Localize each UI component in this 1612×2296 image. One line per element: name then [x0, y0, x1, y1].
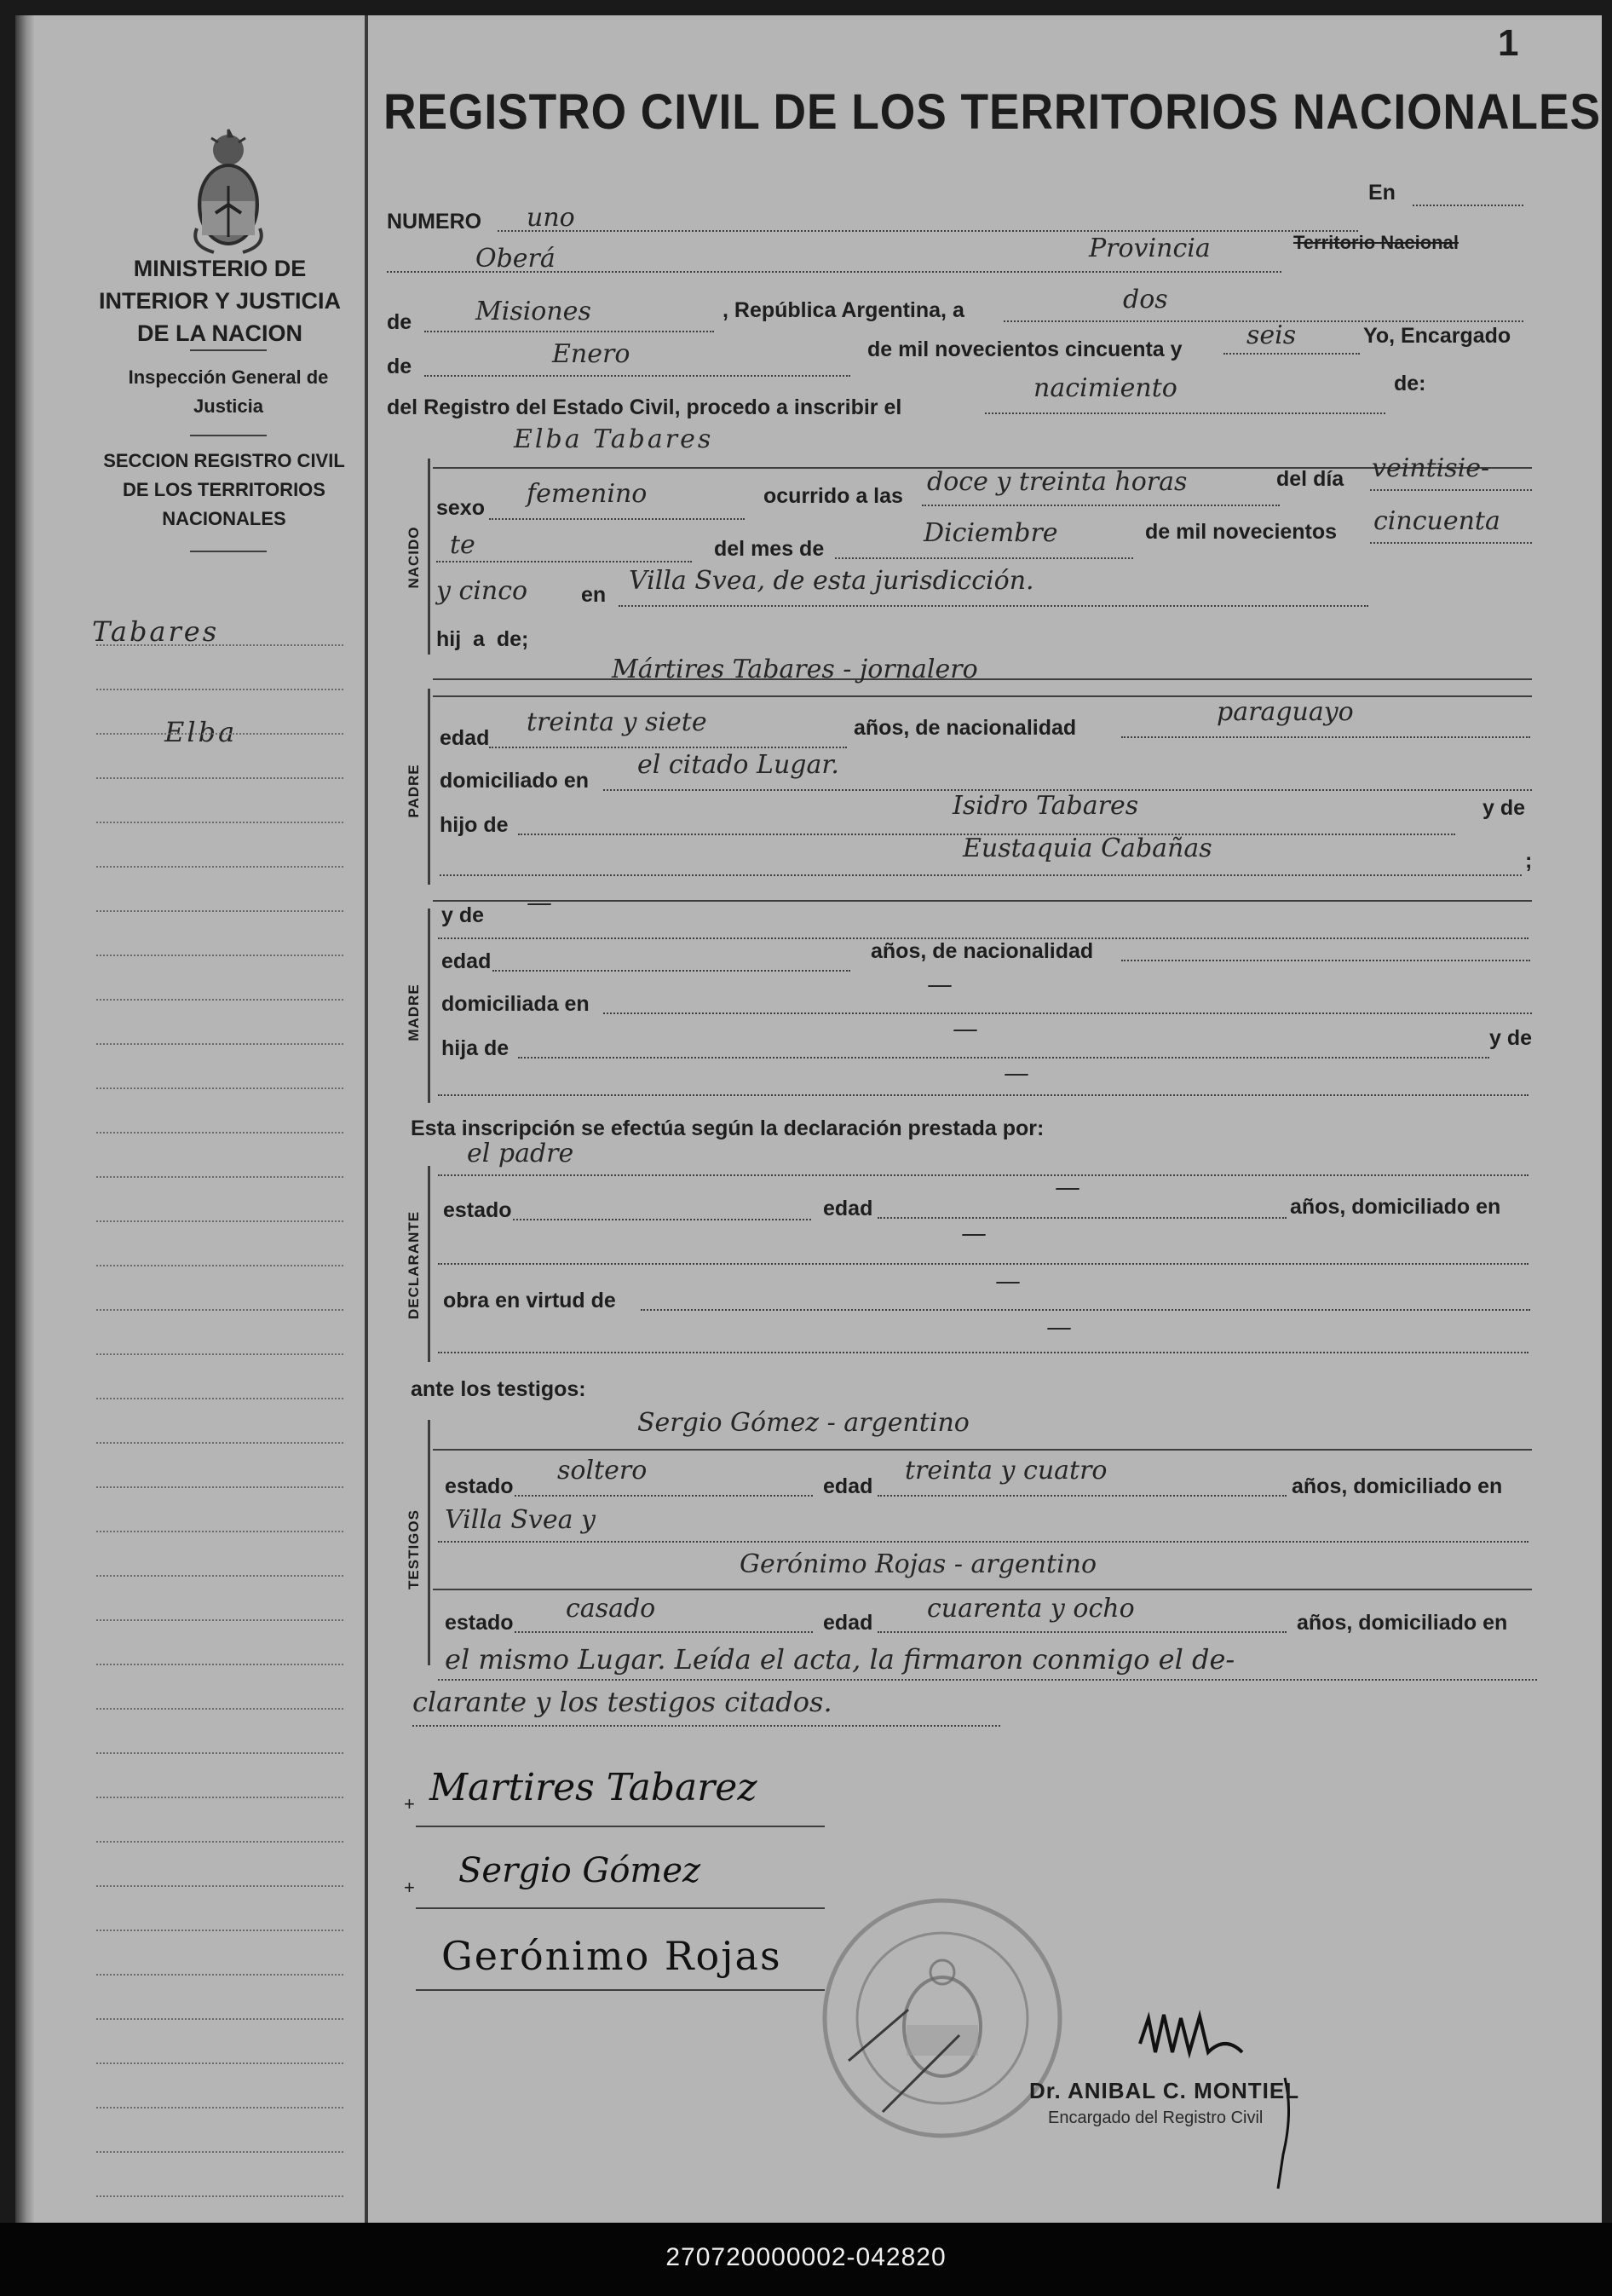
margin-ruled-line — [96, 910, 343, 912]
witness2-line — [433, 1589, 1532, 1590]
signature-witness1-line — [416, 1907, 825, 1909]
padre-bracket — [428, 689, 430, 885]
hija-label: hij a de; — [436, 627, 529, 651]
witness2-estado-label: estado — [445, 1611, 514, 1635]
day-value-1: veintisie- — [1372, 453, 1490, 483]
nacido-name: Elba Tabares — [514, 424, 714, 454]
padre-yde-label: y de — [1482, 796, 1526, 820]
padre-edad-line — [489, 747, 847, 748]
closing-line-2: clarante y los testigos citados. — [412, 1686, 832, 1718]
encargado-label: Yo, Encargado — [1363, 324, 1511, 348]
registro-label: del Registro del Estado Civil, procedo a inscribir el — [387, 395, 902, 419]
record-sheet — [15, 15, 1602, 2223]
madre-nacionalidad-label: años, de nacionalidad — [871, 939, 1094, 963]
witness1-domicilio-label: años, domiciliado en — [1292, 1474, 1503, 1498]
madre-section-label: MADRE — [406, 984, 422, 1041]
nacido-bracket — [428, 459, 430, 655]
year-label: de mil novecientos cincuenta y — [867, 337, 1183, 361]
en-born-label: en — [581, 583, 607, 607]
witness2-edad-label: edad — [823, 1611, 873, 1635]
sexo-label: sexo — [436, 496, 485, 520]
declarante-line-2 — [438, 1263, 1529, 1265]
margin-ruled-line — [96, 1797, 343, 1798]
inspection-label: Inspección General de Justicia — [128, 366, 329, 417]
month-line — [424, 375, 850, 377]
madre-yde-label: y de — [441, 903, 485, 927]
territorio-label: Territorio Nacional — [1293, 232, 1459, 253]
declarante-obra-dash: — — [995, 1266, 1021, 1296]
margin-ruled-line — [96, 733, 343, 735]
day2-line — [436, 561, 692, 562]
margin-ruled-line — [96, 2151, 343, 2153]
declarante-bracket — [428, 1166, 430, 1362]
place-born-line — [619, 605, 1368, 607]
official-name: Dr. ANIBAL C. MONTIEL — [1029, 2078, 1300, 2103]
padre-nacionalidad-value: paraguayo — [1217, 697, 1354, 727]
margin-ruled-line — [96, 1974, 343, 1976]
mil-label: de mil novecientos — [1145, 520, 1338, 544]
padre-mother-line — [440, 874, 1522, 876]
witness2-estado-value: casado — [566, 1594, 656, 1624]
provincia-value: Provincia — [1089, 234, 1211, 263]
witness1-domicilio-line — [438, 1541, 1529, 1543]
declarante-obra-label: obra en virtud de — [443, 1289, 616, 1312]
sexo-line — [489, 518, 745, 520]
margin-ruled-line — [96, 2062, 343, 2064]
margin-ruled-line — [96, 999, 343, 1001]
padre-edad-value: treinta y siete — [527, 707, 707, 737]
testigos-bracket — [428, 1420, 430, 1665]
padre-father-value: Isidro Tabares — [953, 791, 1139, 821]
padre-domicilio-label: domiciliado en — [440, 769, 590, 793]
madre-last-line — [438, 1094, 1529, 1096]
de-label-2: de — [387, 355, 412, 378]
margin-ruled-line — [96, 1220, 343, 1222]
mes-label: del mes de — [714, 537, 825, 561]
month-born-value: Diciembre — [924, 518, 1058, 548]
signature-witness2: Gerónimo Rojas — [441, 1933, 782, 1979]
padre-name-line — [433, 695, 1532, 697]
section-rule — [190, 551, 267, 552]
place-born-value: Villa Svea, de esta jurisdicción. — [629, 566, 1034, 596]
province-value: Misiones — [475, 297, 591, 326]
page-number: 1 — [1498, 22, 1519, 64]
witness2-edad-value: cuarenta y ocho — [927, 1594, 1135, 1624]
witness2-domicilio-label: años, domiciliado en — [1297, 1611, 1508, 1635]
numero-value: uno — [527, 203, 575, 233]
witness1-estado-label: estado — [445, 1474, 514, 1498]
padre-hijo-label: hijo de — [440, 813, 509, 837]
witness1-edad-value: treinta y cuatro — [905, 1456, 1108, 1485]
year-value: seis — [1246, 320, 1297, 350]
margin-ruled-line — [96, 1398, 343, 1399]
madre-edad-label: edad — [441, 949, 492, 973]
margin-ruled-line — [96, 1043, 343, 1045]
margin-ruled-line — [96, 1087, 343, 1089]
margin-ruled-line — [96, 1575, 343, 1577]
padre-section-label: PADRE — [406, 764, 422, 818]
declarante-value-line — [438, 1174, 1529, 1176]
declarante-value: el padre — [467, 1139, 574, 1168]
declarante-estado-label: estado — [443, 1198, 512, 1222]
sexo-value: femenino — [527, 479, 648, 509]
day-value-2: te — [450, 530, 475, 560]
margin-ruled-line — [96, 1841, 343, 1843]
madre-edad-line — [492, 970, 850, 972]
margin-ruled-line — [96, 1132, 343, 1134]
margin-ruled-line — [96, 1708, 343, 1710]
declarante-line-4 — [438, 1352, 1529, 1353]
padre-top-line — [433, 678, 1532, 680]
ocurrido-label: ocurrido a las — [763, 484, 903, 508]
place-line — [387, 271, 1281, 273]
province-line — [424, 331, 714, 332]
witness1-domicilio-value: Villa Svea y — [445, 1505, 596, 1535]
madre-hija-label: hija de — [441, 1036, 510, 1060]
margin-ruled-line — [96, 1619, 343, 1621]
margin-surname: Tabares — [92, 615, 220, 648]
month-value: Enero — [552, 339, 630, 369]
margin-ruled-line — [96, 644, 343, 646]
padre-mother-value: Eustaquia Cabañas — [963, 834, 1212, 863]
act-type-line — [985, 412, 1385, 414]
signature-father: Martires Tabarez — [429, 1766, 757, 1809]
margin-ruled-line — [96, 955, 343, 956]
act-type-value: nacimiento — [1033, 373, 1177, 403]
declarante-domicilio-label: años, domiciliado en — [1290, 1195, 1501, 1219]
numero-label: NUMERO — [387, 210, 482, 234]
witness1-edad-line — [878, 1495, 1287, 1497]
witness2-value: Gerónimo Rojas - argentino — [740, 1549, 1097, 1579]
sig2-cross: + — [404, 1877, 415, 1898]
nacido-section-label: NACIDO — [406, 526, 422, 589]
padre-nacionalidad-label: años, de nacionalidad — [854, 716, 1077, 740]
official-title: Encargado del Registro Civil — [1048, 2109, 1264, 2127]
padre-name: Mártires Tabares - jornalero — [612, 655, 978, 684]
margin-ruled-line — [96, 689, 343, 690]
de-colon-label: de: — [1394, 372, 1426, 395]
testigos-section-label: TESTIGOS — [406, 1509, 422, 1589]
year-born-value-1: cincuenta — [1373, 506, 1500, 536]
numero-line — [498, 230, 1358, 232]
madre-last-dash: — — [1004, 1059, 1029, 1088]
madre-yde-dash: — — [527, 888, 552, 918]
signature-witness2-line — [416, 1989, 825, 1991]
year-born-line — [1370, 542, 1532, 544]
margin-ruled-line — [96, 1664, 343, 1665]
margin-ruled-line — [96, 1442, 343, 1444]
madre-yde2-label: y de — [1489, 1026, 1533, 1050]
declarante-edad-line — [878, 1217, 1287, 1219]
margin-ruled-line — [96, 2107, 343, 2109]
madre-hija-dash: — — [953, 1014, 978, 1044]
padre-edad-label: edad — [440, 726, 490, 750]
witness1-edad-label: edad — [823, 1474, 873, 1498]
padre-domicilio-value: el citado Lugar. — [637, 750, 839, 780]
year-born-value-2: y cinco — [436, 576, 528, 606]
ministry-rule — [190, 349, 267, 351]
coat-of-arms-icon — [190, 126, 267, 254]
margin-ruled-line — [96, 1531, 343, 1532]
binding-shadow — [15, 15, 34, 2223]
declarante-edad-label: edad — [823, 1197, 873, 1220]
margin-ruled-line — [96, 1752, 343, 1754]
declarante-edad-dash: — — [1055, 1173, 1080, 1203]
madre-nacionalidad-line — [1121, 960, 1530, 961]
place-value: Oberá — [475, 244, 556, 274]
madre-domicilio-dash: — — [927, 970, 953, 1000]
section-label: SECCION REGISTRO CIVIL DE LOS TERRITORIOS NACIONALES — [103, 450, 345, 529]
padre-semicolon: ; — [1525, 849, 1533, 873]
madre-domicilio-label: domiciliada en — [441, 992, 590, 1016]
signature-witness1: Sergio Gómez — [458, 1851, 701, 1890]
margin-ruled-line — [96, 2018, 343, 2020]
en-line — [1413, 205, 1523, 206]
margin-ruled-line — [96, 1885, 343, 1887]
witness1-value: Sergio Gómez - argentino — [637, 1408, 970, 1438]
declarante-section-label: DECLARANTE — [406, 1210, 422, 1319]
margin-ruled-line — [96, 866, 343, 868]
margin-ruled-line — [96, 777, 343, 779]
madre-bracket — [428, 909, 430, 1103]
margin-given-name: Elba — [164, 716, 238, 748]
closing-rule-2 — [412, 1725, 1000, 1727]
margin-ruled-line — [96, 1353, 343, 1355]
margin-ruled-line — [96, 1930, 343, 1931]
de-label-1: de — [387, 310, 412, 334]
witness2-estado-line — [515, 1631, 813, 1633]
padre-nacionalidad-line — [1121, 736, 1530, 738]
declarante-obra-line — [641, 1309, 1530, 1311]
dia-line — [1370, 489, 1532, 491]
closing-line-1: el mismo Lugar. Leída el acta, la firmaron conmigo el de- — [445, 1643, 1235, 1676]
witness1-line — [433, 1449, 1532, 1451]
testigos-intro: ante los testigos: — [411, 1377, 586, 1401]
declarante-dash-2: — — [961, 1219, 987, 1249]
en-label: En — [1368, 181, 1396, 205]
madre-top-line — [433, 900, 1532, 902]
margin-ruled-line — [96, 822, 343, 823]
official-seal-icon — [815, 1890, 1070, 2146]
witness1-estado-value: soltero — [557, 1456, 648, 1485]
margin-ruled-line — [96, 2195, 343, 2197]
column-divider — [365, 15, 368, 2223]
margin-ruled-line — [96, 1486, 343, 1488]
declarante-dash-4: — — [1046, 1312, 1072, 1342]
month-born-line — [835, 557, 1133, 559]
declarante-estado-line — [513, 1219, 811, 1220]
day-value: dos — [1123, 285, 1168, 314]
year-line — [1223, 353, 1360, 355]
margin-ruled-line — [96, 1265, 343, 1266]
footer-bar — [0, 2223, 1612, 2296]
dia-label: del día — [1276, 467, 1344, 491]
sig1-cross: + — [404, 1793, 415, 1814]
page-title: REGISTRO CIVIL DE LOS TERRITORIOS NACIONALES — [383, 84, 1601, 140]
inspection-rule — [190, 435, 267, 436]
margin-ruled-line — [96, 1176, 343, 1178]
madre-domicilio-line — [603, 1012, 1532, 1014]
ministry-label: MINISTERIO DE INTERIOR Y JUSTICIA DE LA NACION — [98, 256, 342, 346]
footer-code: 270720000002-042820 — [665, 2243, 947, 2271]
hour-line — [922, 505, 1280, 506]
witness1-estado-line — [515, 1495, 813, 1497]
republica-label: , República Argentina, a — [723, 298, 964, 322]
hour-value: doce y treinta horas — [927, 467, 1188, 497]
witness2-edad-line — [878, 1631, 1287, 1633]
margin-ruled-line — [96, 1309, 343, 1311]
signature-father-line — [416, 1826, 825, 1827]
declarante-intro: Esta inscripción se efectúa según la declaración prestada por: — [411, 1116, 1045, 1140]
closing-rule-1 — [438, 1679, 1537, 1681]
